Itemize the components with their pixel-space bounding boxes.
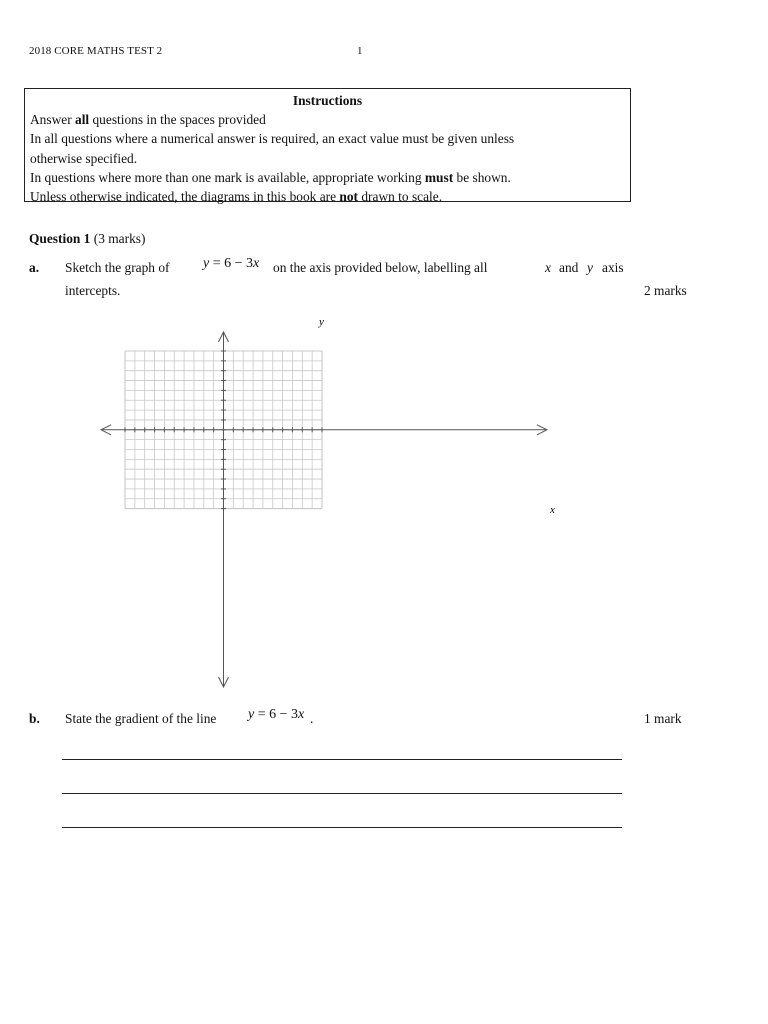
blank-cartesian-grid[interactable]: [95, 312, 565, 692]
part-a-marks: 2 marks: [644, 283, 687, 298]
answer-line-1[interactable]: [62, 759, 622, 760]
y-axis-label: y: [319, 316, 324, 328]
equation-body: = 6 − 3: [254, 707, 299, 722]
instruction-text: be shown.: [453, 169, 511, 185]
part-b-label: b.: [29, 711, 40, 726]
part-a-equation: [203, 256, 259, 272]
instruction-line-4: [30, 168, 625, 187]
instruction-text: drawn to scale.: [358, 189, 443, 205]
part-b-equation: [248, 707, 304, 723]
part-b-period: .: [310, 711, 314, 726]
instructions-title: Instructions: [292, 93, 363, 108]
instruction-emphasis: all: [75, 112, 90, 128]
answer-line-2[interactable]: [62, 793, 622, 794]
part-b-marks: 1 mark: [644, 711, 682, 726]
instruction-line-1: [30, 110, 625, 129]
instruction-line-5: [30, 187, 625, 206]
part-b-text: State the gradient of the line: [65, 711, 217, 726]
instruction-emphasis: not: [339, 189, 359, 205]
part-a-axis-word: axis: [602, 260, 624, 275]
question-1-heading: [29, 231, 145, 247]
instruction-line-3: otherwise specified.: [30, 150, 138, 166]
part-a-and: and: [559, 260, 579, 275]
part-a-y-var: y: [587, 260, 593, 275]
instruction-text: questions in the spaces provided: [89, 112, 266, 128]
instruction-text: In questions where more than one mark is available, appropriate working: [30, 169, 425, 185]
page-number: 1: [357, 45, 363, 57]
part-a-text-middle: on the axis provided below, labelling all: [273, 260, 488, 275]
equation-body: = 6 − 3: [209, 256, 254, 271]
equation-variable: y: [203, 256, 210, 271]
equation-variable: x: [298, 707, 305, 722]
answer-line-3[interactable]: [62, 827, 622, 828]
question-1-marks: (3 marks): [93, 231, 146, 246]
instruction-text: Answer: [30, 112, 75, 128]
part-a-text-end: intercepts.: [65, 283, 121, 298]
instruction-line-2: In all questions where a numerical answer is required, an exact value must be given unless: [30, 131, 515, 147]
instruction-text: Unless otherwise indicated, the diagrams in this book are: [30, 189, 340, 205]
equation-variable: y: [248, 707, 255, 722]
question-1-title: Question 1: [29, 231, 91, 246]
part-a-text-start: Sketch the graph of: [65, 260, 170, 275]
part-a-x-var: x: [545, 260, 551, 275]
part-a-label: a.: [29, 260, 40, 275]
equation-variable: x: [253, 256, 260, 271]
instructions-box: [24, 88, 631, 205]
instruction-emphasis: must: [424, 169, 454, 185]
test-title: 2018 CORE MATHS TEST 2: [29, 45, 163, 57]
axes: [101, 332, 547, 687]
x-axis-label: x: [550, 504, 555, 516]
